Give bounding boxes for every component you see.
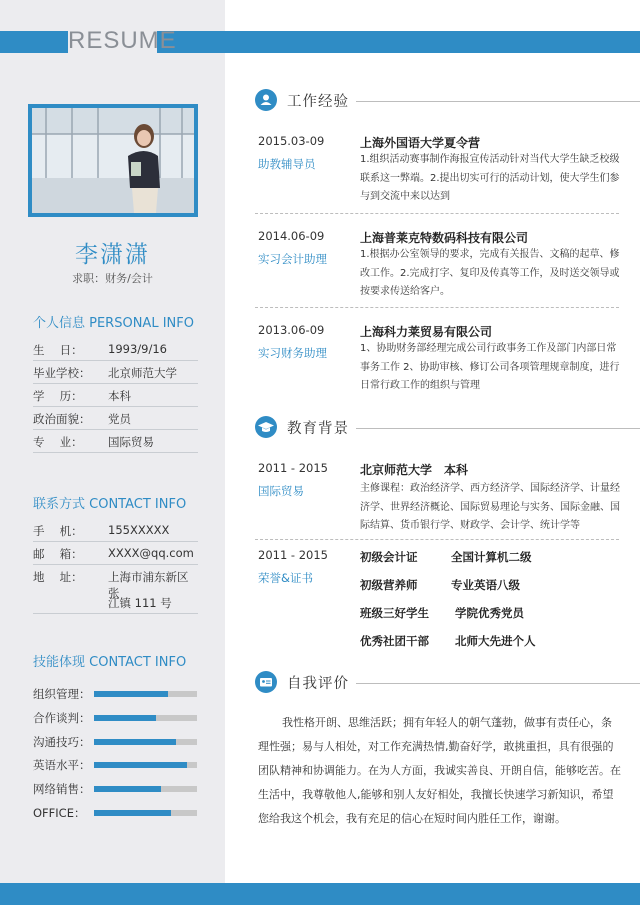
id-card-icon xyxy=(255,671,277,693)
skill-bar-fill xyxy=(94,691,168,697)
contact-row-phone xyxy=(33,519,198,542)
skill-bar xyxy=(94,762,197,768)
contact-value: 上海市浦东新区张 xyxy=(108,570,189,600)
info-label: 生 日： xyxy=(33,343,83,357)
contact-label: 邮 箱： xyxy=(33,547,83,561)
info-label: 毕业学校： xyxy=(33,366,91,380)
work-role: 实习财务助理 xyxy=(258,346,327,360)
work-description: 1.根据办公室领导的要求，完成有关报告、文稿的起草、修改工作。2.完成打字、复印及传真等工作，及时送交领导或按要求传送给客户。 xyxy=(360,249,620,297)
resume-heading: RESUME xyxy=(68,27,177,54)
skill-bar xyxy=(94,715,197,721)
contact-heading: 联系方式 CONTACT INFO xyxy=(33,497,187,512)
skill-label: 沟通技巧： xyxy=(33,734,91,749)
info-value: 党员 xyxy=(108,412,131,426)
skill-label: 组织管理： xyxy=(33,687,91,701)
user-icon xyxy=(255,89,277,111)
skill-label: 网络销售： xyxy=(33,782,91,797)
contact-row-email xyxy=(33,542,198,565)
header-bar-left xyxy=(0,31,68,53)
info-row-birthday xyxy=(33,338,198,361)
work-role: 助教辅导员 xyxy=(258,157,316,171)
info-row-political xyxy=(33,407,198,430)
info-row-school xyxy=(33,361,198,384)
skill-bar-fill xyxy=(94,762,187,768)
self-eval-text: 我性格开朗、思维活跃；拥有年轻人的朝气蓬勃，做事有责任心，条理性强；易与人相处，对工作充满热情,勤奋好学，敢挑重担，具有很强的团队精神和协调能力。在为人方面，我诚实善良、开朗自信，能够吃苦。在生活中，我尊敬他人,能够和别人友好相处，我擅长快速学习新知识，希望您给我这个机会，我有充足的信心在短时间内胜任工作，谢谢。 xyxy=(258,716,621,825)
honor-item: 班级三好学生 xyxy=(360,606,429,620)
work-company: 上海普莱克特数码科技有限公司 xyxy=(360,231,529,245)
footer-bar xyxy=(0,883,640,905)
work-description: 1、协助财务部经理完成公司行政事务工作及部门内部日常事务工作 2、协助审核、修订公司各项管理规章制度，进行日常行政工作的组织与管理 xyxy=(360,343,620,391)
info-value: 北京师范大学 xyxy=(108,366,177,380)
skills-heading: 技能体现 CONTACT INFO xyxy=(33,655,187,670)
skill-bar-fill xyxy=(94,810,171,816)
honors-date: 2011 - 2015 xyxy=(258,548,328,562)
self-eval-section-title: 自我评价 xyxy=(287,676,349,692)
info-label: 政治面貌： xyxy=(33,412,91,426)
contact-value: XXXX@qq.com xyxy=(108,546,194,560)
honor-item: 优秀社团干部 xyxy=(360,634,429,648)
skill-bar xyxy=(94,786,197,792)
skill-label: OFFICE： xyxy=(33,806,86,820)
work-company: 上海科力莱贸易有限公司 xyxy=(360,325,493,339)
contact-value: 155XXXXX xyxy=(108,523,170,537)
personal-info-heading: 个人信息 PERSONAL INFO xyxy=(33,316,194,331)
contact-label: 地 址： xyxy=(33,570,83,584)
skill-bar xyxy=(94,691,197,697)
honor-item: 北师大先进个人 xyxy=(455,634,536,648)
work-company: 上海外国语大学夏令营 xyxy=(360,136,481,150)
contact-label: 手 机： xyxy=(33,524,83,538)
skill-bar-fill xyxy=(94,739,176,745)
honor-item: 初级会计证 xyxy=(360,550,418,564)
address-line-2: 江镇 111 号 xyxy=(108,596,172,610)
skill-label: 英语水平： xyxy=(33,758,91,773)
honor-item: 初级营养师 xyxy=(360,578,418,592)
section-divider xyxy=(356,428,640,429)
honors-label: 荣誉&证书 xyxy=(258,571,313,585)
entry-divider xyxy=(255,539,619,540)
work-date: 2014.06-09 xyxy=(258,229,325,243)
entry-divider xyxy=(255,307,619,308)
info-row-major xyxy=(33,430,198,453)
honor-item: 专业英语八级 xyxy=(451,578,520,592)
work-role: 实习会计助理 xyxy=(258,252,327,266)
edu-courses: 主修课程：政治经济学、西方经济学、国际经济学、计量经济学、世界经济概论、国际贸易理论与实务、国际金融、国际结算、货币银行学、财政学、会计学、统计学等 xyxy=(360,483,620,531)
skill-bar-fill xyxy=(94,715,156,721)
skill-bar-fill xyxy=(94,786,161,792)
honor-item: 全国计算机二级 xyxy=(451,550,532,564)
profile-photo xyxy=(28,104,198,217)
skill-bar xyxy=(94,739,197,745)
work-date: 2015.03-09 xyxy=(258,134,325,148)
skill-label: 合作谈判： xyxy=(33,710,91,725)
info-label: 专 业： xyxy=(33,435,83,449)
info-value: 本科 xyxy=(108,389,131,403)
work-description: 1.组织活动赛事制作海报宣传活动针对当代大学生缺乏校级联系这一弊端。2.提出切实可行的活动计划，使大学生们参与到交流中来以达到 xyxy=(360,154,620,202)
info-value: 国际贸易 xyxy=(108,435,154,449)
edu-major: 国际贸易 xyxy=(258,484,304,498)
entry-divider xyxy=(255,213,619,214)
info-value: 1993/9/16 xyxy=(108,342,167,356)
honor-item: 学院优秀党员 xyxy=(455,606,524,620)
section-divider xyxy=(356,683,640,684)
education-section-title: 教育背景 xyxy=(287,421,349,437)
edu-date: 2011 - 2015 xyxy=(258,461,328,475)
graduation-cap-icon xyxy=(255,416,277,438)
candidate-name: 李潇潇 xyxy=(75,242,150,268)
work-date: 2013.06-09 xyxy=(258,323,325,337)
edu-school: 北京师范大学 本科 xyxy=(360,463,469,477)
header-bar-right xyxy=(157,31,640,53)
photo-illustration xyxy=(32,108,194,213)
info-row-degree xyxy=(33,384,198,407)
skill-bar xyxy=(94,810,197,816)
work-section-title: 工作经验 xyxy=(287,94,349,110)
section-divider xyxy=(356,101,640,102)
job-objective: 求职：财务/会计 xyxy=(72,272,153,285)
info-label: 学 历： xyxy=(33,389,83,403)
